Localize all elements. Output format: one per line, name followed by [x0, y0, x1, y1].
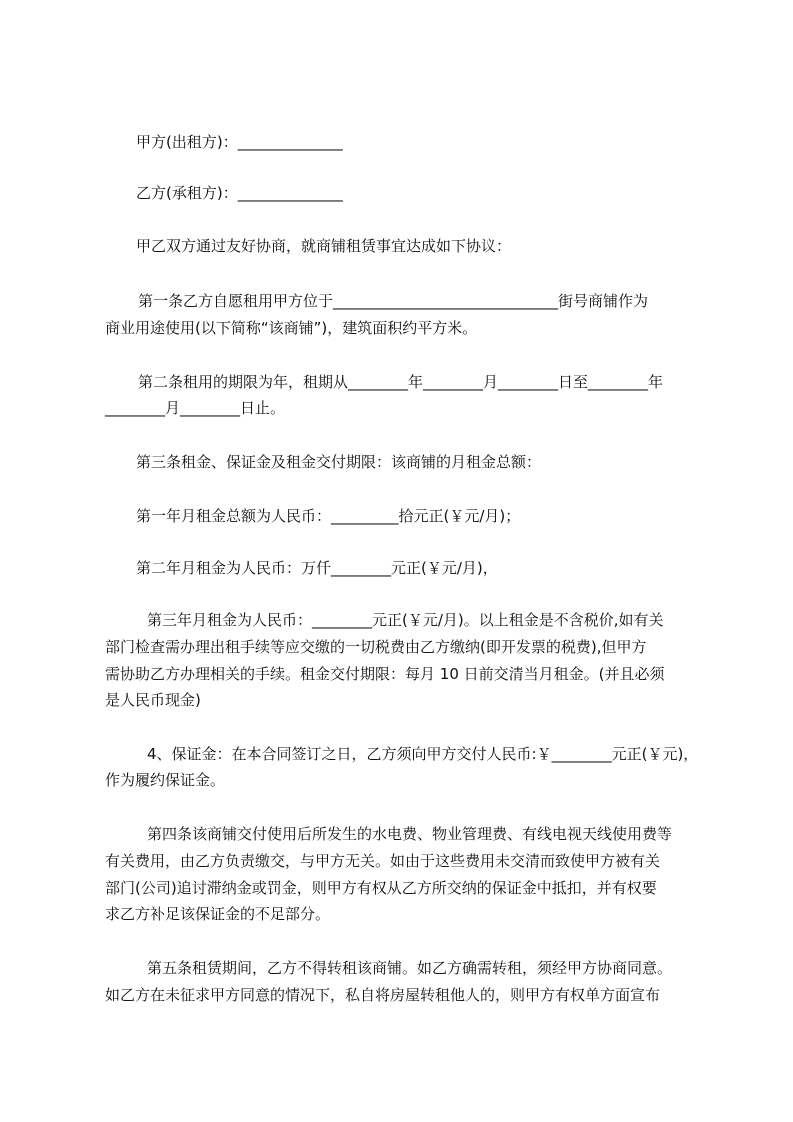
article-3-heading: 第三条租金、保证金及租金交付期限：该商铺的月租金总额：: [136, 453, 542, 471]
article-4-line-1: 第四条该商铺交付使用后所发生的水电费、物业管理费、有线电视天线使用费等: [147, 825, 673, 843]
deposit-line-1: 4、保证金：在本合同签订之日，乙方须向甲方交付人民币:￥________元正(￥元)，: [147, 745, 699, 763]
year-3-rent-line-4: 是人民币现金): [105, 691, 201, 709]
year-3-rent-line-1: 第三年月租金为人民币：________元正(￥元/月)。以上租金是不含税价,如有关: [147, 611, 664, 629]
article-5-line-1: 第五条租赁期间，乙方不得转租该商铺。如乙方确需转租，须经甲方协商同意。: [147, 959, 673, 977]
deposit-line-2: 作为履约保证金。: [105, 771, 226, 789]
year-2-rent: 第二年月租金为人民币：万仟________元正(￥元/月)，: [136, 559, 498, 577]
article-5-line-2: 如乙方在未征求甲方同意的情况下，私自将房屋转租他人的，则甲方有权单方面宣布: [105, 986, 661, 1004]
agreement-intro: 甲乙双方通过友好协商，就商铺租赁事宜达成如下协议：: [136, 237, 512, 255]
article-2-line-1: 第二条租用的期限为年，租期从________年________月________日至________年: [138, 373, 664, 391]
year-3-rent-line-2: 部门检查需办理出租手续等应交缴的一切税费由乙方缴纳(即开发票的税费),但甲方: [105, 638, 647, 656]
party-a-line: 甲方(出租方)：______________: [136, 133, 343, 151]
article-1-line-2: 商业用途使用(以下简称“该商铺”)，建筑面积约平方米。: [105, 319, 478, 337]
article-4-line-2: 有关费用，由乙方负责缴交，与甲方无关。如由于这些费用未交清而致使甲方被有关: [105, 852, 661, 870]
article-2-line-2: ________月________日止。: [105, 399, 286, 417]
year-3-rent-line-3: 需协助乙方办理相关的手续。租金交付期限：每月 10 日前交清当月租金。(并且必须: [105, 665, 665, 683]
article-4-line-4: 求乙方补足该保证金的不足部分。: [105, 905, 331, 923]
article-1-line-1: 第一条乙方自愿租用甲方位于______________________________街号商铺作为: [138, 292, 649, 310]
article-4-line-3: 部门(公司)追讨滞纳金或罚金，则甲方有权从乙方所交纳的保证金中抵扣，并有权要: [105, 879, 657, 897]
party-b-line: 乙方(承租方)：______________: [136, 184, 343, 202]
year-1-rent: 第一年月租金总额为人民币：_________拾元正(￥元/月)；: [136, 507, 521, 525]
